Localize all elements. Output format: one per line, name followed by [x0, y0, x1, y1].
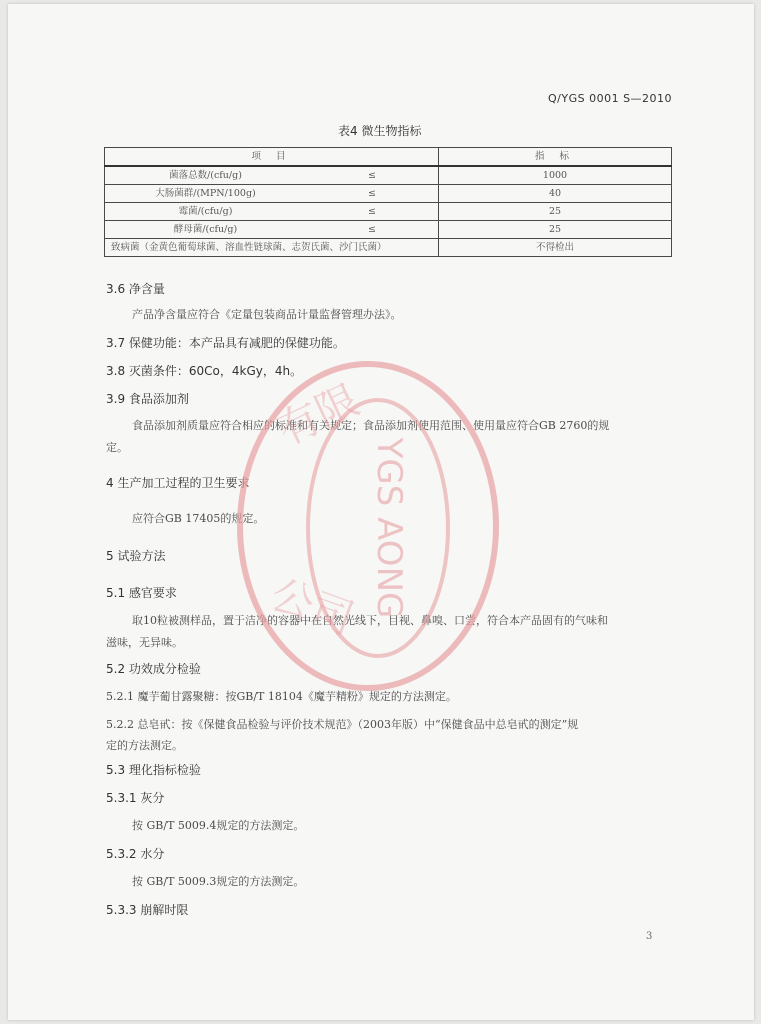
row-item: 大肠菌群/(MPN/100g) — [105, 185, 307, 203]
row-operator: ≤ — [306, 221, 439, 239]
company-seal-stamp — [228, 356, 508, 706]
table-title: 表4 微生物指标 — [338, 124, 422, 138]
column-header-item: 项 目 — [105, 148, 439, 167]
table-row — [105, 166, 672, 185]
section-5-3-1-heading: 5.3.1 灰分 — [106, 791, 165, 805]
table-header-row — [105, 148, 672, 167]
svg-text:有限: 有限 — [269, 375, 367, 456]
table-row — [105, 185, 672, 203]
page-number: 3 — [646, 931, 653, 942]
section-3-9-text-line1: 食品添加剂质量应符合相应的标准和有关规定；食品添加剂使用范围、使用量应符合GB 2760的规 — [132, 419, 610, 432]
standard-code: Q/YGS 0001 S—2010 — [548, 92, 673, 105]
row-item: 霉菌/(cfu/g) — [105, 203, 307, 221]
section-3-6-text: 产品净含量应符合《定量包装商品计量监督管理办法》。 — [132, 308, 402, 321]
row-value: 40 — [439, 185, 672, 203]
table-row — [105, 221, 672, 239]
row-operator: ≤ — [306, 185, 439, 203]
section-3-7-text: 3.7 保健功能：本产品具有减肥的保健功能。 — [106, 336, 345, 350]
document-page — [8, 4, 754, 1020]
section-5-2-2-text-line1: 5.2.2 总皂甙：按《保健食品检验与评价技术规范》（2003年版）中“保健食品中总皂甙的测定”规 — [106, 718, 579, 731]
seal-center-text: YGS AONG — [369, 437, 409, 619]
row-operator: ≤ — [306, 166, 439, 185]
seal-ring-text — [265, 375, 367, 644]
section-3-9-heading: 3.9 食品添加剂 — [106, 392, 189, 406]
section-4-text: 应符合GB 17405的规定。 — [132, 512, 265, 525]
row-operator: ≤ — [306, 203, 439, 221]
section-5-3-heading: 5.3 理化指标检验 — [106, 763, 201, 777]
row-value: 1000 — [439, 166, 672, 185]
section-5-3-1-text: 按 GB/T 5009.4规定的方法测定。 — [132, 819, 305, 832]
row-item: 菌落总数/(cfu/g) — [105, 166, 307, 185]
section-3-6-heading: 3.6 净含量 — [106, 282, 165, 296]
section-5-2-heading: 5.2 功效成分检验 — [106, 662, 201, 676]
section-4-heading: 4 生产加工过程的卫生要求 — [106, 476, 250, 490]
section-5-2-2-text-line2: 定的方法测定。 — [106, 739, 183, 752]
row-value: 不得检出 — [439, 239, 672, 257]
section-5-3-2-heading: 5.3.2 水分 — [106, 847, 165, 861]
row-item: 酵母菌/(cfu/g) — [105, 221, 307, 239]
seal-outer-ring — [240, 364, 496, 688]
svg-text:公司: 公司 — [264, 569, 361, 645]
section-5-3-2-text: 按 GB/T 5009.3规定的方法测定。 — [132, 875, 305, 888]
row-value: 25 — [439, 203, 672, 221]
section-5-1-text-line2: 滋味，无异味。 — [106, 636, 183, 649]
column-header-value: 指 标 — [439, 148, 672, 167]
section-5-1-text-line1: 取10粒被测样品，置于洁净的容器中在自然光线下，目视、鼻嗅、口尝，符合本产品固有的气味和 — [132, 614, 608, 627]
row-item: 致病菌（金黄色葡萄球菌、溶血性链球菌、志贺氏菌、沙门氏菌） — [105, 239, 439, 257]
section-5-heading: 5 试验方法 — [106, 549, 166, 563]
section-5-2-1-text: 5.2.1 魔芋葡甘露聚糖：按GB/T 18104《魔芋精粉》规定的方法测定。 — [106, 690, 457, 703]
section-5-3-3-heading: 5.3.3 崩解时限 — [106, 903, 189, 917]
section-3-8-text: 3.8 灭菌条件：60Co，4kGy，4h。 — [106, 364, 303, 378]
microbiology-table — [104, 147, 672, 257]
section-5-1-heading: 5.1 感官要求 — [106, 586, 177, 600]
section-3-9-text-line2: 定。 — [106, 441, 128, 454]
row-value: 25 — [439, 221, 672, 239]
table-row — [105, 239, 672, 257]
table-row — [105, 203, 672, 221]
